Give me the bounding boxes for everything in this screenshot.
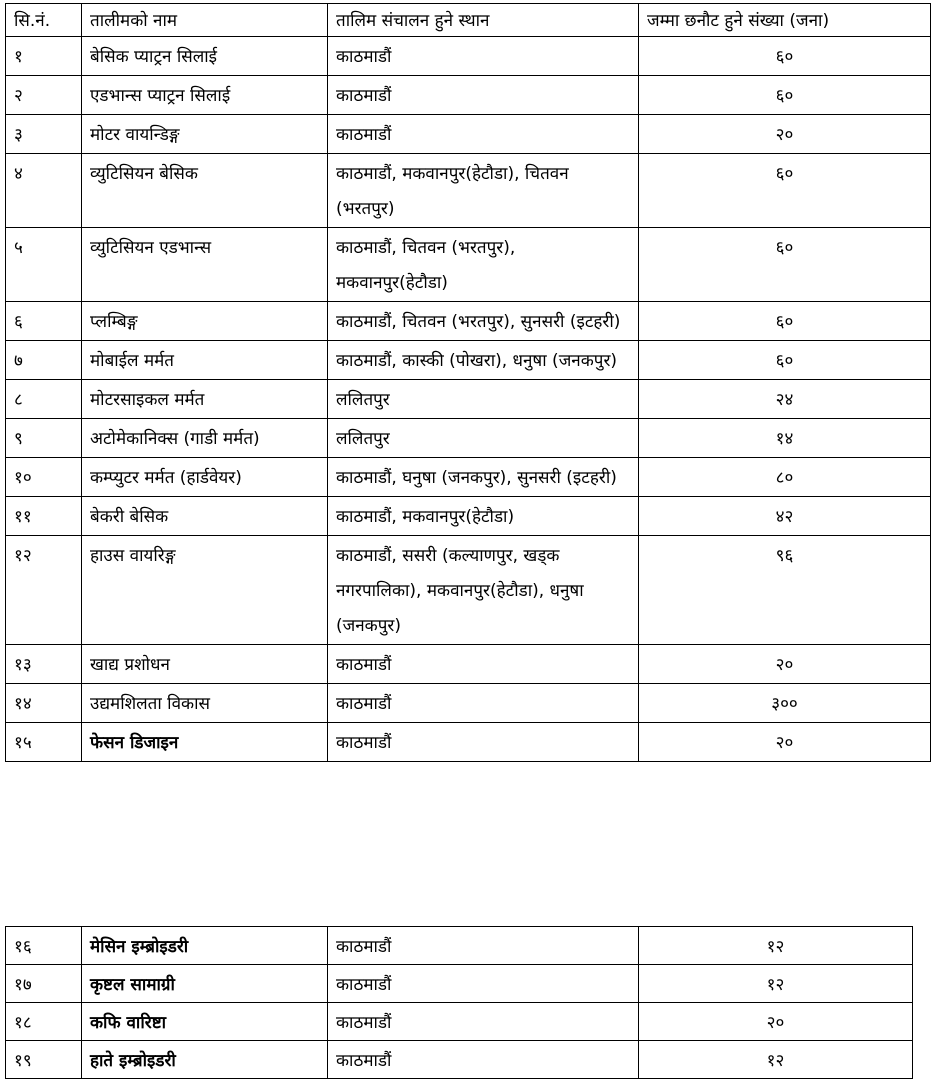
selection-count-cell: २० bbox=[639, 645, 931, 684]
training-name-cell: कृष्टल सामाग्री bbox=[82, 965, 328, 1003]
table-row bbox=[6, 154, 931, 228]
selection-count-cell: ६० bbox=[639, 341, 931, 380]
table-row bbox=[6, 1041, 913, 1079]
serial-no-cell: ५ bbox=[6, 228, 82, 302]
training-name-cell: मोटरसाइकल मर्मत bbox=[82, 380, 328, 419]
table-row bbox=[6, 302, 931, 341]
training-name-cell: उद्यमशिलता विकास bbox=[82, 684, 328, 723]
table-body-continued bbox=[6, 927, 913, 1079]
selection-count-cell: ९६ bbox=[639, 536, 931, 645]
selection-count-cell: १२ bbox=[639, 1041, 913, 1079]
training-location-cell: काठमाडौं bbox=[328, 645, 639, 684]
training-name-cell: मेसिन इम्ब्रोइडरी bbox=[82, 927, 328, 965]
training-location-cell: काठमाडौं bbox=[328, 1003, 639, 1041]
header-serial-no: सि.नं. bbox=[6, 4, 82, 37]
training-location-cell: काठमाडौं bbox=[328, 1041, 639, 1079]
table-row bbox=[6, 228, 931, 302]
serial-no-cell: १० bbox=[6, 458, 82, 497]
training-location-cell: काठमाडौं bbox=[328, 76, 639, 115]
table-row bbox=[6, 341, 931, 380]
training-name-cell: व्युटिसियन बेसिक bbox=[82, 154, 328, 228]
training-name-cell: प्लम्बिङ्ग bbox=[82, 302, 328, 341]
training-location-cell: काठमाडौं, मकवानपुर(हेटौडा), चितवन (भरतपुर) bbox=[328, 154, 639, 228]
training-location-cell: ललितपुर bbox=[328, 419, 639, 458]
selection-count-cell: ८० bbox=[639, 458, 931, 497]
selection-count-cell: ६० bbox=[639, 228, 931, 302]
training-name-cell: खाद्य प्रशोधन bbox=[82, 645, 328, 684]
training-location-cell: काठमाडौं bbox=[328, 723, 639, 762]
serial-no-cell: १५ bbox=[6, 723, 82, 762]
selection-count-cell: २० bbox=[639, 1003, 913, 1041]
table-row bbox=[6, 723, 931, 762]
table-body bbox=[6, 37, 931, 762]
training-location-cell: काठमाडौं, ससरी (कल्याणपुर, खड्क नगरपालिका), मकवानपुर(हेटौडा), धनुषा (जनकपुर) bbox=[328, 536, 639, 645]
selection-count-cell: २० bbox=[639, 723, 931, 762]
training-location-cell: काठमाडौं bbox=[328, 965, 639, 1003]
selection-count-cell: २४ bbox=[639, 380, 931, 419]
training-location-cell: काठमाडौं bbox=[328, 115, 639, 154]
serial-no-cell: १७ bbox=[6, 965, 82, 1003]
selection-count-cell: ६० bbox=[639, 76, 931, 115]
selection-count-cell: ६० bbox=[639, 154, 931, 228]
training-location-cell: काठमाडौं bbox=[328, 37, 639, 76]
table-row bbox=[6, 76, 931, 115]
training-name-cell: बेसिक प्याट्रन सिलाई bbox=[82, 37, 328, 76]
training-location-cell: काठमाडौं, कास्की (पोखरा), धनुषा (जनकपुर) bbox=[328, 341, 639, 380]
training-location-cell: काठमाडौं, घनुषा (जनकपुर), सुनसरी (इटहरी) bbox=[328, 458, 639, 497]
training-name-cell: मोबाईल मर्मत bbox=[82, 341, 328, 380]
selection-count-cell: ६० bbox=[639, 37, 931, 76]
serial-no-cell: १२ bbox=[6, 536, 82, 645]
training-name-cell: हाते इम्ब्रोइडरी bbox=[82, 1041, 328, 1079]
table-row bbox=[6, 1003, 913, 1041]
training-name-cell: कफि वारिष्टा bbox=[82, 1003, 328, 1041]
table-row bbox=[6, 458, 931, 497]
table-header-row bbox=[6, 4, 931, 37]
header-selection-count: जम्मा छनौट हुने संख्या (जना) bbox=[639, 4, 931, 37]
selection-count-cell: ४२ bbox=[639, 497, 931, 536]
table-row bbox=[6, 497, 931, 536]
training-location-cell: काठमाडौं, चितवन (भरतपुर), सुनसरी (इटहरी) bbox=[328, 302, 639, 341]
training-name-cell: मोटर वायन्डिङ्ग bbox=[82, 115, 328, 154]
header-training-name: तालीमको नाम bbox=[82, 4, 328, 37]
table-row bbox=[6, 927, 913, 965]
serial-no-cell: ११ bbox=[6, 497, 82, 536]
selection-count-cell: २० bbox=[639, 115, 931, 154]
training-table-continued bbox=[5, 926, 913, 1079]
training-location-cell: काठमाडौं bbox=[328, 684, 639, 723]
table-row bbox=[6, 965, 913, 1003]
serial-no-cell: ३ bbox=[6, 115, 82, 154]
selection-count-cell: ६० bbox=[639, 302, 931, 341]
serial-no-cell: १३ bbox=[6, 645, 82, 684]
serial-no-cell: ८ bbox=[6, 380, 82, 419]
serial-no-cell: २ bbox=[6, 76, 82, 115]
training-name-cell: अटोमेकानिक्स (गाडी मर्मत) bbox=[82, 419, 328, 458]
training-name-cell: फेसन डिजाइन bbox=[82, 723, 328, 762]
serial-no-cell: ९ bbox=[6, 419, 82, 458]
table-row bbox=[6, 536, 931, 645]
selection-count-cell: १२ bbox=[639, 965, 913, 1003]
serial-no-cell: १९ bbox=[6, 1041, 82, 1079]
table-row bbox=[6, 419, 931, 458]
training-location-cell: काठमाडौं, मकवानपुर(हेटौडा) bbox=[328, 497, 639, 536]
training-location-cell: काठमाडौं bbox=[328, 927, 639, 965]
table-row bbox=[6, 37, 931, 76]
training-location-cell: ललितपुर bbox=[328, 380, 639, 419]
serial-no-cell: १४ bbox=[6, 684, 82, 723]
training-name-cell: हाउस वायरिङ्ग bbox=[82, 536, 328, 645]
header-training-location: तालिम संचालन हुने स्थान bbox=[328, 4, 639, 37]
training-name-cell: बेकरी बेसिक bbox=[82, 497, 328, 536]
table-row bbox=[6, 645, 931, 684]
serial-no-cell: ४ bbox=[6, 154, 82, 228]
training-location-cell: काठमाडौं, चितवन (भरतपुर), मकवानपुर(हेटौडा) bbox=[328, 228, 639, 302]
table-row bbox=[6, 380, 931, 419]
serial-no-cell: ७ bbox=[6, 341, 82, 380]
serial-no-cell: १८ bbox=[6, 1003, 82, 1041]
serial-no-cell: १ bbox=[6, 37, 82, 76]
training-name-cell: एडभान्स प्याट्रन सिलाई bbox=[82, 76, 328, 115]
training-name-cell: कम्प्युटर मर्मत (हार्डवेयर) bbox=[82, 458, 328, 497]
selection-count-cell: १४ bbox=[639, 419, 931, 458]
selection-count-cell: ३०० bbox=[639, 684, 931, 723]
serial-no-cell: ६ bbox=[6, 302, 82, 341]
training-table bbox=[5, 3, 931, 762]
training-name-cell: व्युटिसियन एडभान्स bbox=[82, 228, 328, 302]
table-row bbox=[6, 115, 931, 154]
serial-no-cell: १६ bbox=[6, 927, 82, 965]
selection-count-cell: १२ bbox=[639, 927, 913, 965]
table-row bbox=[6, 684, 931, 723]
